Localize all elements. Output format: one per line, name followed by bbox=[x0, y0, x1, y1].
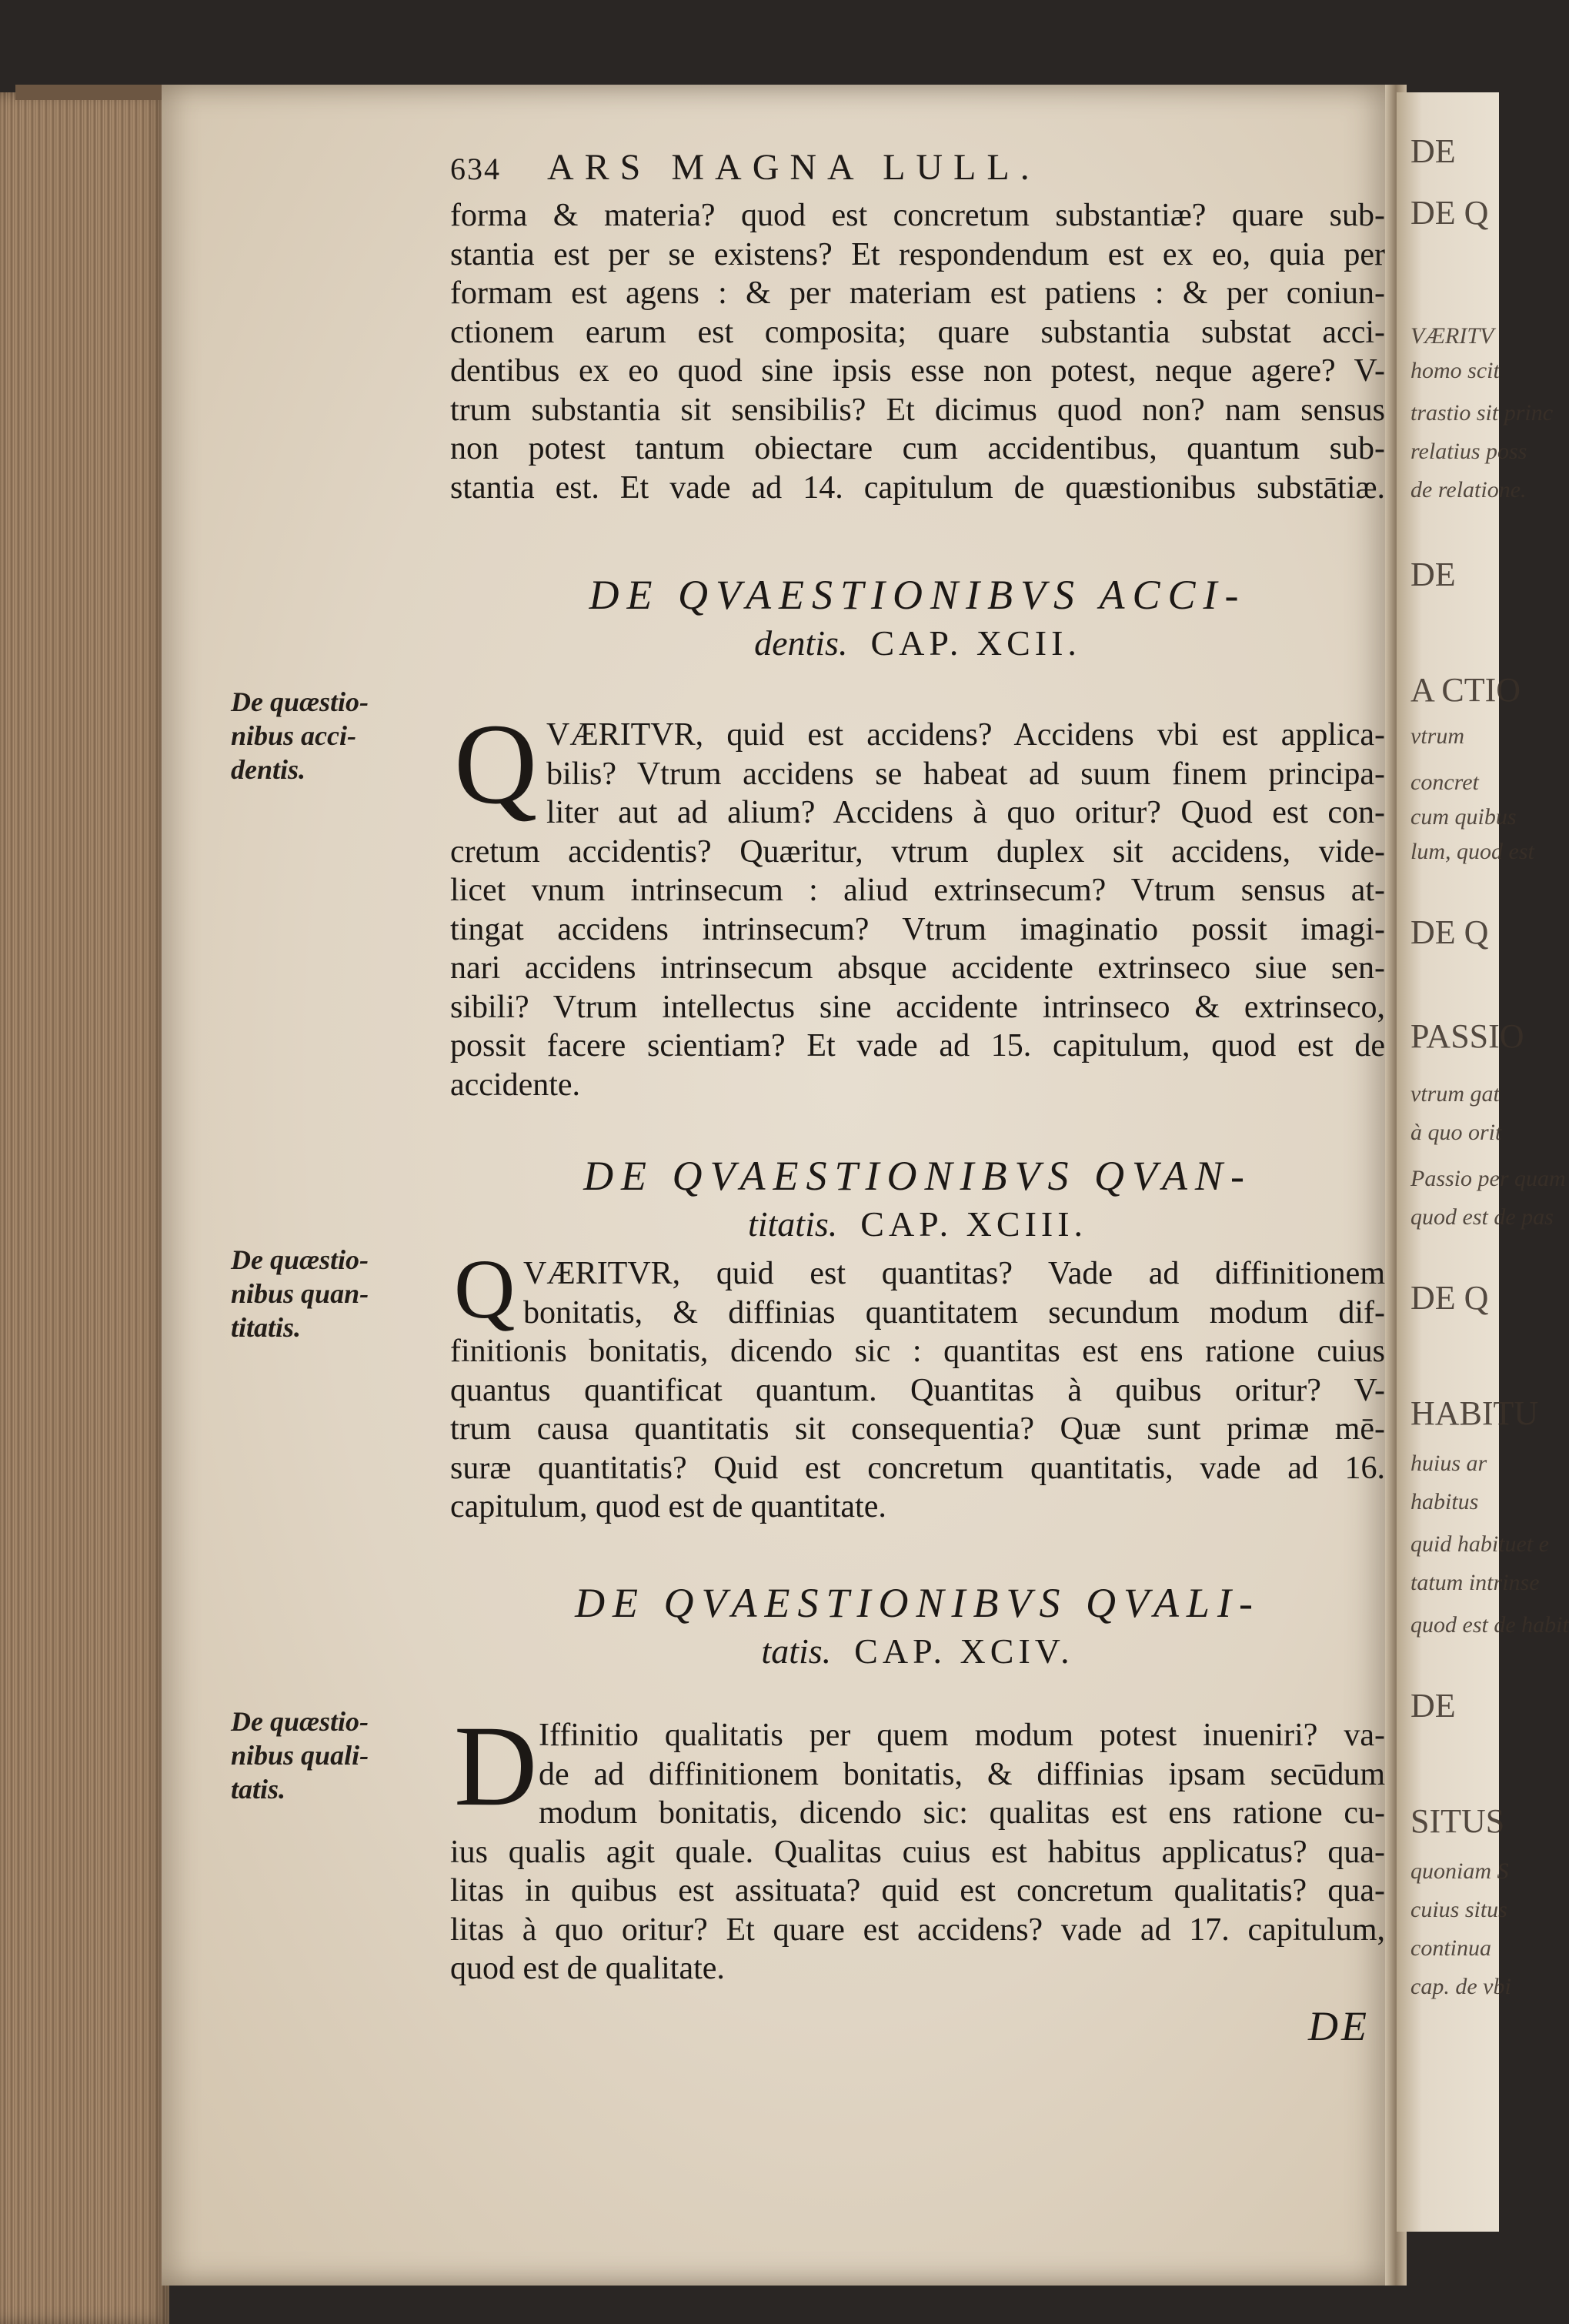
marginal-note-xciv bbox=[231, 1705, 439, 1806]
text-line: Iffinitio qualitatis per quem modum potest inueniri? va- bbox=[539, 1718, 1385, 1753]
marginal-line: titatis. bbox=[231, 1312, 302, 1343]
text-line: accidente. bbox=[450, 1067, 581, 1103]
marginal-line: tatis. bbox=[231, 1774, 286, 1805]
section-heading-xcii bbox=[450, 569, 1385, 666]
marginal-line: dentis. bbox=[231, 754, 306, 785]
text-line: suræ quantitatis? Quid est concretum quantitatis, vade ad 16. bbox=[450, 1450, 1385, 1486]
adjacent-page-fragment: homo scit bbox=[1410, 358, 1500, 383]
catchword bbox=[450, 2001, 1370, 2052]
text-line: capitulum, quod est de quantitate. bbox=[450, 1489, 886, 1524]
text-line: ius qualis agit quale. Qualitas cuius est habitus applicatus? qua- bbox=[450, 1834, 1385, 1870]
adjacent-page-fragment: DE Q bbox=[1410, 194, 1489, 232]
adjacent-page-fragment: cuius situs bbox=[1410, 1897, 1507, 1922]
text-line: licet vnum intrinsecum : aliud extrinsecum? Vtrum sensus at- bbox=[450, 873, 1385, 908]
section-xciii-lead bbox=[523, 1254, 1385, 1332]
adjacent-page-fragment: DE Q bbox=[1410, 913, 1489, 951]
book-top-edge bbox=[15, 85, 169, 100]
adjacent-page-fragment: habitus bbox=[1410, 1489, 1479, 1514]
running-title: ARS MAGNA LULL. bbox=[547, 147, 1040, 188]
adjacent-page-fragment: SITUS bbox=[1410, 1802, 1505, 1840]
drop-cap-q: Q bbox=[454, 1242, 516, 1336]
chapter-number: CAP. XCII. bbox=[870, 623, 1081, 663]
text-line: formam est agens : & per materiam est patiens : & per coniun- bbox=[450, 275, 1385, 311]
text-line: quantus quantificat quantum. Quantitas à quibus oritur? V- bbox=[450, 1372, 1385, 1408]
text-line: trum substantia sit sensibilis? Et dicimus quod non? nam sensus bbox=[450, 392, 1385, 428]
text-line: bonitatis, & diffinias quantitatem secundum modum dif- bbox=[523, 1294, 1385, 1331]
adjacent-page-fragment: vtrum bbox=[1410, 723, 1464, 749]
text-line: de ad diffinitionem bonitatis, & diffinias ipsam secūdum bbox=[539, 1756, 1385, 1792]
adjacent-page-fragment: relatius poss bbox=[1410, 439, 1527, 464]
adjacent-page-fragment: tatum intrinse bbox=[1410, 1570, 1540, 1595]
intro-paragraph bbox=[450, 196, 1385, 507]
book-page-edges bbox=[0, 92, 169, 2324]
running-head bbox=[450, 146, 1374, 189]
text-line: VÆRITVR, quid est quantitas? Vade ad diffinitionem bbox=[523, 1256, 1385, 1291]
adjacent-page-fragment: cap. de vbi bbox=[1410, 1974, 1511, 1999]
section-title: DE QVAESTIONIBVS ACCI- bbox=[589, 572, 1247, 618]
adjacent-page-fragment: continua bbox=[1410, 1935, 1491, 1961]
adjacent-page-fragment: de relatione. bbox=[1410, 477, 1527, 503]
section-title-continuation: dentis. bbox=[754, 623, 848, 663]
marginal-line: nibus quan- bbox=[231, 1278, 369, 1309]
adjacent-page-fragment: à quo orit bbox=[1410, 1120, 1502, 1145]
text-line: cretum accidentis? Quæritur, vtrum duplex sit accidens, vide- bbox=[450, 833, 1385, 870]
adjacent-page-fragment: DE bbox=[1410, 132, 1456, 170]
marginal-line: nibus quali- bbox=[231, 1740, 369, 1771]
adjacent-page-fragment: quoniam S bbox=[1410, 1858, 1509, 1884]
section-title: DE QVAESTIONIBVS QVAN- bbox=[583, 1153, 1252, 1199]
adjacent-page-fragment: quid habituet e bbox=[1410, 1531, 1549, 1557]
section-heading-xciv bbox=[450, 1578, 1385, 1675]
adjacent-page-fragment: quod est de habit bbox=[1410, 1612, 1569, 1638]
text-line: nari accidens intrinsecum absque accidente extrinseco siue sen- bbox=[450, 950, 1385, 986]
drop-cap-q: Q bbox=[454, 700, 538, 828]
text-line: trum causa quantitatis sit consequentia? Quæ sunt primæ mē- bbox=[450, 1411, 1385, 1447]
text-line: bilis? Vtrum accidens se habeat ad suum finem principa- bbox=[546, 756, 1385, 792]
adjacent-page-fragment: DE bbox=[1410, 556, 1456, 593]
marginal-note-xcii bbox=[231, 685, 439, 786]
text-line: liter aut ad alium? Accidens à quo oritur? Quod est con- bbox=[546, 795, 1385, 830]
adjacent-page-fragment: lum, quod est bbox=[1410, 839, 1534, 864]
text-line: sibili? Vtrum intellectus sine accidente intrinseco & extrinseco, bbox=[450, 989, 1385, 1025]
section-xcii-body bbox=[450, 833, 1385, 1105]
text-line: litas à quo oritur? Et quare est accidens? vade ad 17. capitulum, bbox=[450, 1912, 1385, 1948]
marginal-line: nibus acci- bbox=[231, 720, 357, 751]
section-xciii-body bbox=[450, 1332, 1385, 1527]
text-line: non potest tantum obiectare cum accidentibus, quantum sub- bbox=[450, 431, 1385, 466]
text-line: forma & materia? quod est concretum substantiæ? quare sub- bbox=[450, 198, 1385, 233]
text-line: quod est de qualitate. bbox=[450, 1951, 725, 1986]
text-line: stantia est per se existens? Et respondendum est ex eo, quia per bbox=[450, 236, 1385, 272]
adjacent-page-fragment: DE bbox=[1410, 1687, 1456, 1725]
section-xcii-lead bbox=[546, 716, 1385, 833]
adjacent-page-fragment: VÆRITV bbox=[1410, 323, 1494, 349]
section-title: DE QVAESTIONIBVS QVALI- bbox=[575, 1580, 1260, 1626]
text-line: litas in quibus est assituata? quid est concretum qualitatis? qua- bbox=[450, 1873, 1385, 1908]
text-line: stantia est. Et vade ad 14. capitulum de quæstionibus substātiæ. bbox=[450, 469, 1385, 506]
text-line: possit facere scientiam? Et vade ad 15. capitulum, quod est de bbox=[450, 1028, 1385, 1063]
marginal-line: De quæstio- bbox=[231, 1706, 369, 1737]
text-line: ctionem earum est composita; quare substantia substat acci- bbox=[450, 314, 1385, 350]
text-line: dentibus ex eo quod sine ipsis esse non potest, neque agere? V- bbox=[450, 353, 1385, 389]
text-line: modum bonitatis, dicendo sic: qualitas est ens ratione cu- bbox=[539, 1795, 1385, 1831]
text-line: VÆRITVR, quid est accidens? Accidens vbi est applica- bbox=[546, 717, 1385, 753]
adjacent-page-fragment: DE Q bbox=[1410, 1279, 1489, 1317]
chapter-number: CAP. XCIII. bbox=[860, 1204, 1088, 1244]
adjacent-page-fragment: HABITU bbox=[1410, 1394, 1539, 1432]
catchword-text: DE bbox=[1308, 2003, 1370, 2049]
chapter-number: CAP. XCIV. bbox=[854, 1631, 1074, 1671]
marginal-line: De quæstio- bbox=[231, 1244, 369, 1275]
adjacent-page-fragment: vtrum gat bbox=[1410, 1081, 1500, 1107]
section-xciv-body bbox=[450, 1833, 1385, 1988]
adjacent-page-fragment: trastio sit princ bbox=[1410, 400, 1554, 426]
marginal-note-xciii bbox=[231, 1243, 439, 1344]
adjacent-page-fragment: quod est de pas bbox=[1410, 1204, 1554, 1230]
text-line: finitionis bonitatis, dicendo sic : quantitas est ens ratione cuius bbox=[450, 1334, 1385, 1369]
page-number: 634 bbox=[450, 152, 501, 186]
marginal-line: De quæstio- bbox=[231, 686, 369, 717]
adjacent-page-fragment: PASSIO bbox=[1410, 1017, 1524, 1055]
adjacent-page-fragment: concret bbox=[1410, 770, 1479, 795]
section-title-continuation: titatis. bbox=[747, 1204, 838, 1244]
text-line: tingat accidens intrinsecum? Vtrum imaginatio possit imagi- bbox=[450, 911, 1385, 947]
section-xciv-lead bbox=[539, 1716, 1385, 1833]
drop-cap-d: D bbox=[454, 1702, 538, 1830]
adjacent-page-strip bbox=[1397, 92, 1569, 2232]
adjacent-page-fragment: A CTIO bbox=[1410, 671, 1521, 709]
adjacent-page-fragment: cum quibus bbox=[1410, 804, 1517, 830]
section-title-continuation: tatis. bbox=[761, 1631, 832, 1671]
adjacent-page-fragment: Passio per quam bbox=[1410, 1166, 1566, 1191]
adjacent-page-fragment: huius ar bbox=[1410, 1451, 1487, 1476]
section-heading-xciii bbox=[450, 1150, 1385, 1247]
